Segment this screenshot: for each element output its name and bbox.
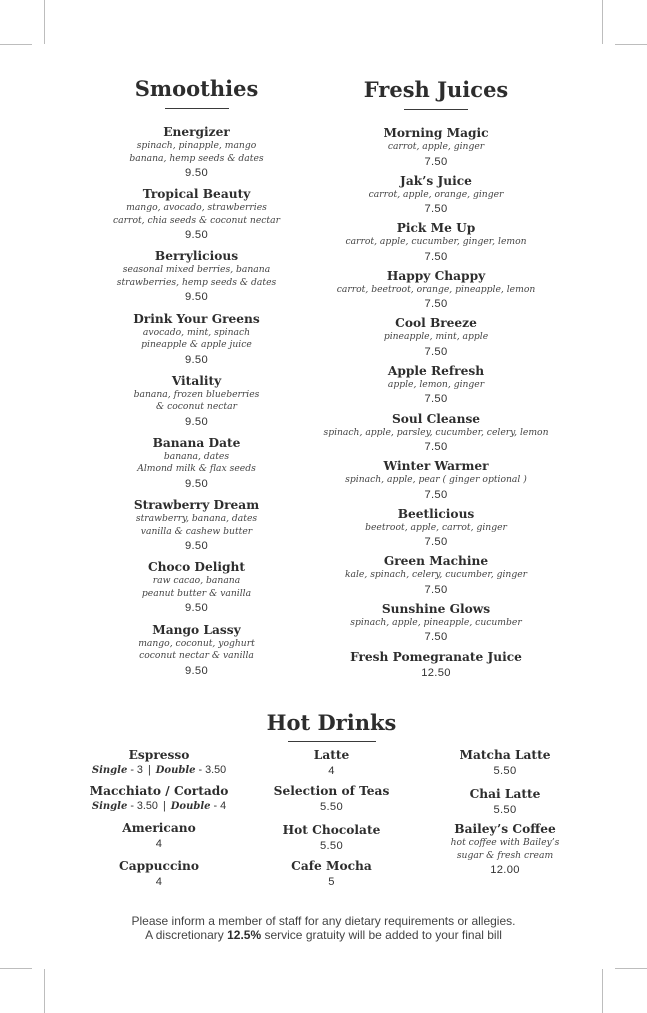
menu-item bbox=[308, 269, 564, 317]
item-name: Cappuccino bbox=[119, 859, 199, 873]
item-options bbox=[82, 763, 236, 778]
crop-mark bbox=[0, 968, 32, 969]
hot-drinks-right-column bbox=[430, 748, 580, 877]
item-price: 5 bbox=[328, 876, 335, 888]
item-price: 9.50 bbox=[185, 229, 208, 242]
menu-item bbox=[84, 374, 309, 436]
juices-title: Fresh Juices bbox=[363, 77, 509, 102]
item-name: Sunshine Glows bbox=[381, 601, 491, 616]
item-description: mango, avocado, strawberries bbox=[126, 202, 267, 214]
item-description: mango, coconut, yoghurt bbox=[138, 637, 255, 649]
menu-item bbox=[84, 560, 309, 622]
gratuity-text: A discretionary bbox=[145, 928, 228, 942]
menu-item bbox=[430, 822, 580, 877]
hot-drinks-header bbox=[223, 710, 440, 742]
item-price: 9.50 bbox=[185, 291, 208, 304]
item-name: Vitality bbox=[171, 373, 222, 388]
menu-item bbox=[82, 821, 236, 851]
item-description: pineapple & apple juice bbox=[141, 339, 252, 351]
item-price: 9.50 bbox=[185, 477, 208, 490]
item-description: carrot, chia seeds & coconut nectar bbox=[113, 214, 280, 226]
crop-mark bbox=[615, 44, 647, 45]
option-separator: | bbox=[147, 764, 151, 776]
menu-item bbox=[308, 126, 564, 174]
hot-drinks-left-column bbox=[82, 748, 236, 889]
menu-item bbox=[308, 316, 564, 364]
item-description: spinach, pinapple, mango bbox=[136, 140, 257, 151]
item-description: banana, hemp seeds & dates bbox=[129, 152, 264, 164]
menu-item bbox=[308, 507, 564, 555]
option-separator: | bbox=[162, 800, 166, 812]
item-name: Energizer bbox=[163, 125, 230, 139]
item-name: Morning Magic bbox=[383, 126, 489, 140]
item-description: apple, lemon, ginger bbox=[387, 378, 485, 390]
item-description: banana, frozen blueberries bbox=[133, 388, 260, 400]
item-price: 7.50 bbox=[424, 583, 448, 596]
dietary-note: Please inform a member of staff for any dietary requirements or allegies. bbox=[131, 914, 516, 928]
item-price: 7.50 bbox=[424, 345, 448, 358]
menu-item bbox=[308, 459, 564, 507]
item-name: Fresh Pomegranate Juice bbox=[350, 649, 522, 664]
item-description: coconut nectar & vanilla bbox=[139, 650, 254, 661]
menu-item bbox=[84, 312, 309, 374]
item-description: avocado, mint, spinach bbox=[142, 326, 251, 338]
menu-item bbox=[254, 748, 409, 778]
item-price: 9.50 bbox=[185, 664, 208, 677]
item-description: banana, dates bbox=[163, 450, 230, 462]
option-label: Single bbox=[91, 801, 128, 812]
item-description: spinach, apple, parsley, cucumber, celery, lemon bbox=[323, 426, 549, 438]
item-price: 12.50 bbox=[421, 666, 451, 679]
item-name: Jak’s Juice bbox=[400, 173, 472, 188]
item-description: carrot, apple, ginger bbox=[387, 141, 485, 152]
item-name: Drink Your Greens bbox=[133, 311, 260, 326]
item-price: 5.50 bbox=[320, 840, 343, 852]
item-price: 7.50 bbox=[424, 441, 448, 454]
item-price: 7.50 bbox=[424, 250, 448, 263]
menu-item bbox=[308, 554, 564, 602]
crop-mark bbox=[44, 0, 45, 44]
menu-item bbox=[430, 748, 580, 778]
item-price: 7.50 bbox=[424, 488, 448, 501]
item-price: 9.50 bbox=[185, 602, 208, 615]
menu-item bbox=[308, 412, 564, 460]
crop-mark bbox=[602, 0, 603, 44]
item-price: 7.50 bbox=[424, 631, 448, 644]
item-description: & coconut nectar bbox=[156, 401, 237, 413]
item-price: 7.50 bbox=[424, 203, 448, 216]
menu-item bbox=[84, 249, 309, 311]
item-price: 7.50 bbox=[424, 536, 448, 549]
item-description: vanilla & cashew butter bbox=[140, 525, 253, 537]
item-description: kale, spinach, celery, cucumber, ginger bbox=[344, 569, 528, 581]
footer-note bbox=[60, 914, 587, 942]
item-name: Latte bbox=[313, 748, 350, 762]
item-options bbox=[82, 799, 236, 814]
item-name: Hot Chocolate bbox=[282, 823, 381, 837]
menu-item bbox=[254, 859, 409, 889]
crop-mark bbox=[0, 44, 32, 45]
item-description: sugar & fresh cream bbox=[456, 849, 554, 861]
option-label: Single bbox=[91, 765, 128, 776]
hot-drinks-title: Hot Drinks bbox=[266, 710, 397, 735]
item-name: Macchiato / Cortado bbox=[89, 784, 229, 798]
menu-item bbox=[82, 748, 236, 778]
item-name: Chai Latte bbox=[469, 787, 541, 801]
item-description: strawberry, banana, dates bbox=[135, 513, 258, 525]
option-label: Double bbox=[155, 765, 196, 776]
smoothies-list bbox=[84, 125, 309, 685]
menu-item bbox=[430, 787, 580, 817]
item-price: 9.50 bbox=[185, 415, 208, 428]
item-description: beetroot, apple, carrot, ginger bbox=[365, 521, 507, 533]
item-price: 5.50 bbox=[493, 804, 517, 816]
item-price: 9.50 bbox=[185, 540, 208, 553]
option-price: - 3.50 bbox=[195, 764, 227, 776]
menu-item bbox=[308, 650, 564, 698]
item-name: Strawberry Dream bbox=[133, 498, 260, 513]
menu-item bbox=[308, 221, 564, 269]
item-price: 7.50 bbox=[424, 298, 448, 311]
title-underline bbox=[165, 108, 229, 109]
menu-item bbox=[84, 498, 309, 560]
title-underline bbox=[404, 109, 468, 110]
item-description: peanut butter & vanilla bbox=[141, 587, 252, 599]
item-name: Beetlicious bbox=[397, 506, 475, 521]
item-name: Selection of Teas bbox=[273, 784, 390, 798]
item-name: Winter Warmer bbox=[383, 459, 489, 474]
menu-item bbox=[254, 823, 409, 853]
gratuity-note bbox=[60, 928, 587, 942]
menu-item bbox=[254, 784, 409, 814]
item-description: Almond milk & flax seeds bbox=[137, 463, 256, 475]
crop-mark bbox=[44, 969, 45, 1013]
item-description: seasonal mixed berries, banana bbox=[122, 264, 271, 276]
title-underline bbox=[288, 741, 376, 742]
item-name: Cool Breeze bbox=[395, 316, 477, 331]
menu-item bbox=[84, 125, 309, 187]
item-name: Happy Chappy bbox=[386, 268, 486, 283]
item-description: spinach, apple, pineapple, cucumber bbox=[350, 616, 522, 628]
item-price: 9.50 bbox=[185, 353, 208, 366]
item-description: spinach, apple, pear ( ginger optional ) bbox=[345, 474, 527, 486]
menu-item bbox=[308, 602, 564, 650]
option-label: Double bbox=[170, 801, 211, 812]
item-price: 7.50 bbox=[424, 393, 448, 406]
item-description: carrot, beetroot, orange, pineapple, lemon bbox=[336, 283, 536, 295]
item-price: 4 bbox=[155, 838, 163, 850]
hot-drinks-middle-column bbox=[254, 748, 409, 889]
juices-list bbox=[308, 126, 564, 697]
juices-section bbox=[308, 77, 564, 697]
item-description: carrot, apple, orange, ginger bbox=[368, 188, 504, 200]
menu-item bbox=[84, 187, 309, 249]
item-description: hot coffee with Bailey’s bbox=[450, 837, 560, 848]
smoothies-section bbox=[84, 76, 309, 685]
item-price: 12.00 bbox=[490, 864, 520, 876]
menu-item bbox=[84, 623, 309, 685]
item-description: carrot, apple, cucumber, ginger, lemon bbox=[345, 236, 527, 248]
item-name: Soul Cleanse bbox=[391, 411, 481, 426]
item-name: Pick Me Up bbox=[396, 221, 476, 236]
item-name: Cafe Mocha bbox=[291, 859, 372, 873]
item-name: Bailey’s Coffee bbox=[454, 822, 556, 836]
item-price: 5.50 bbox=[320, 801, 343, 813]
item-description: raw cacao, banana bbox=[152, 575, 241, 587]
smoothies-title: Smoothies bbox=[134, 76, 259, 101]
menu-item bbox=[82, 784, 236, 814]
item-name: Banana Date bbox=[152, 435, 241, 450]
menu-item bbox=[308, 364, 564, 412]
option-price: - 3.50 bbox=[127, 800, 158, 812]
crop-mark bbox=[615, 968, 647, 969]
item-price: 9.50 bbox=[185, 167, 208, 179]
item-description: strawberries, hemp seeds & dates bbox=[116, 276, 277, 288]
item-name: Berrylicious bbox=[154, 249, 239, 264]
item-name: Americano bbox=[122, 821, 196, 835]
item-name: Mango Lassy bbox=[152, 622, 241, 637]
item-name: Apple Refresh bbox=[387, 363, 485, 378]
menu-item bbox=[308, 174, 564, 222]
item-name: Espresso bbox=[128, 748, 190, 762]
item-price: 4 bbox=[328, 765, 335, 777]
item-name: Green Machine bbox=[383, 554, 489, 569]
item-name: Matcha Latte bbox=[459, 748, 551, 762]
option-price: - 3 bbox=[127, 764, 143, 776]
gratuity-percent: 12.5% bbox=[227, 928, 262, 942]
menu-item bbox=[84, 436, 309, 498]
item-price: 5.50 bbox=[493, 765, 517, 777]
item-price: 4 bbox=[155, 876, 163, 888]
option-price: - 4 bbox=[210, 800, 227, 812]
item-price: 7.50 bbox=[424, 155, 448, 168]
item-description: pineapple, mint, apple bbox=[383, 331, 489, 343]
item-name: Choco Delight bbox=[147, 560, 246, 575]
menu-item bbox=[82, 859, 236, 889]
gratuity-text: service gratuity will be added to your final bill bbox=[261, 928, 502, 942]
crop-mark bbox=[602, 969, 603, 1013]
item-name: Tropical Beauty bbox=[142, 187, 251, 202]
